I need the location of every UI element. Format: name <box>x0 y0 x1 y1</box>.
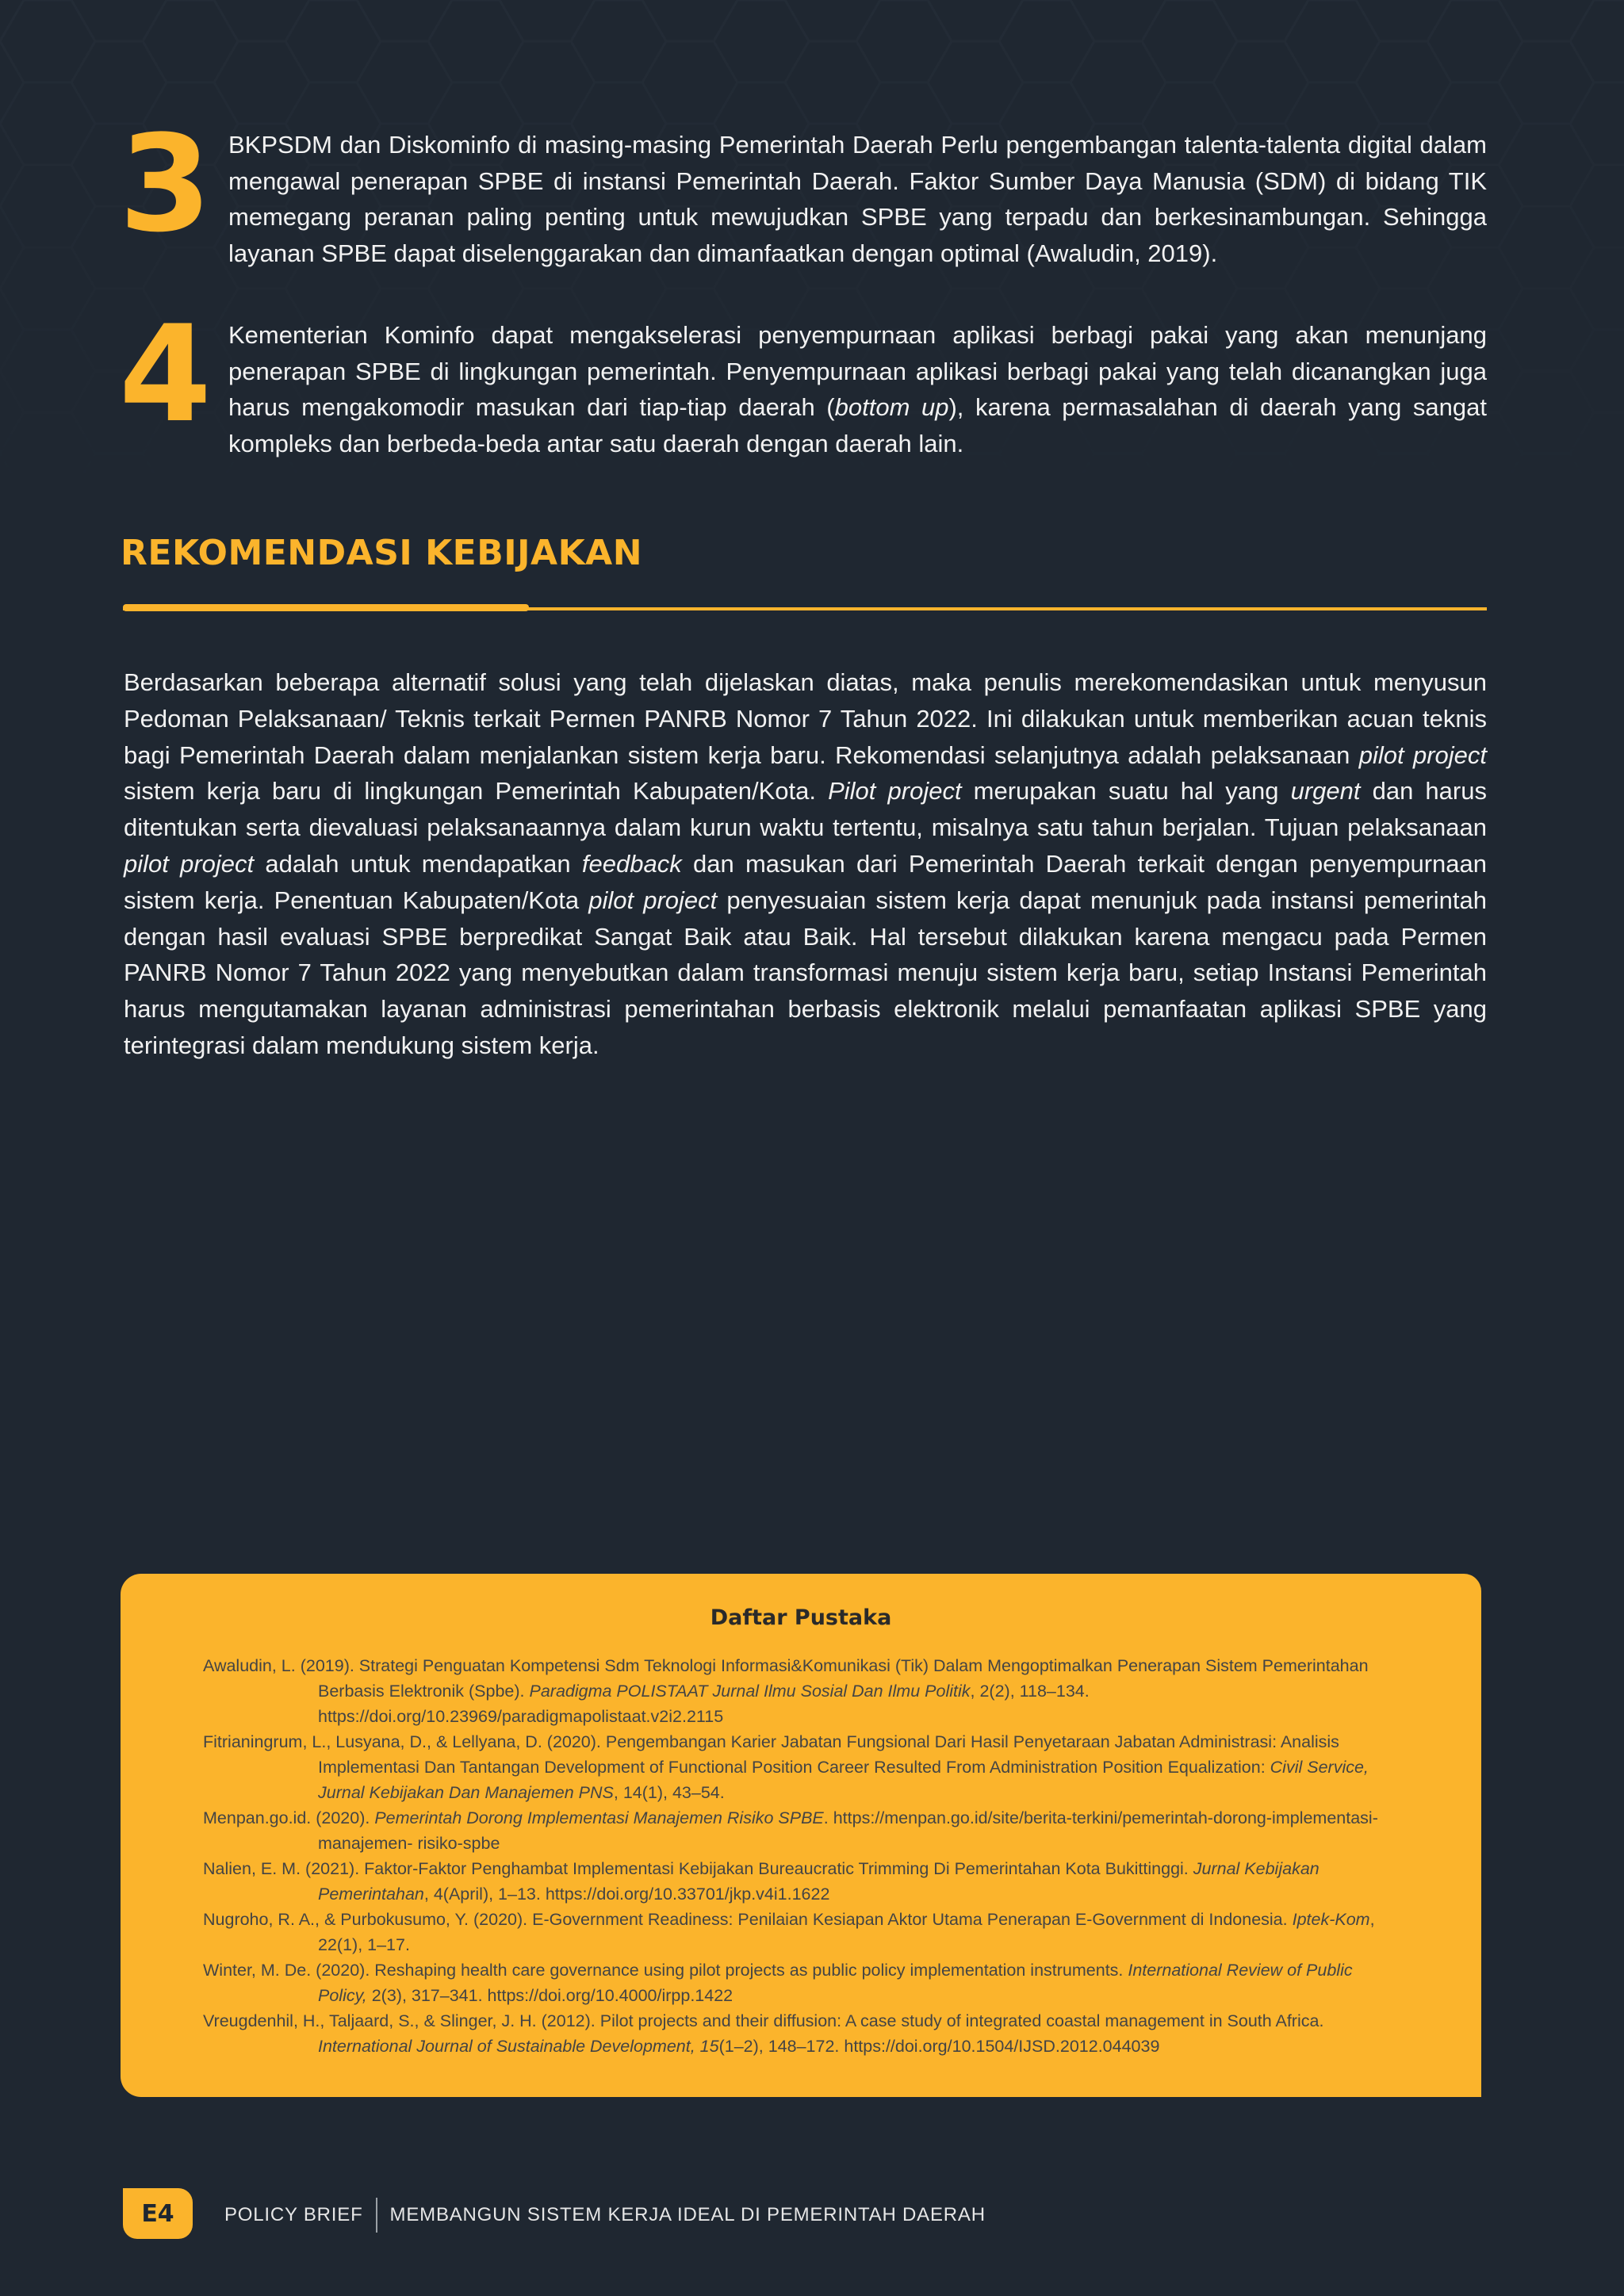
reference-entry: Awaludin, L. (2019). Strategi Penguatan Kompetensi Sdm Teknologi Informasi&Komunikasi (Tik) Dalam Mengoptimalkan Penerapan Sistem Pemerintahan Berbasis Elektronik (Spbe). Paradigma POLISTAAT Jurnal Ilmu Sosial Dan Ilmu Politik, 2(2), 118–134. https://doi.org/10.23969/paradigmapolistaat.v2i2.2115 <box>203 1656 1369 1726</box>
footer-publication: POLICY BRIEF <box>224 2204 363 2225</box>
footer <box>224 2198 986 2233</box>
footer-separator <box>376 2198 377 2233</box>
references-box <box>121 1574 1481 2097</box>
reference-entry: Vreugdenhil, H., Taljaard, S., & Slinger, J. H. (2012). Pilot projects and their diffusion: A case study of integrated coastal management in South Africa. International Journal of Sustainable Development, 15(1–2), 148–172. https://doi.org/10.1504/IJSD.2012.044039 <box>203 2011 1324 2056</box>
item-number: 3 <box>119 106 212 262</box>
reference-entry: Fitrianingrum, L., Lusyana, D., & Lellyana, D. (2020). Pengembangan Karier Jabatan Fungsional Dari Hasil Penyetaraan Jabatan Administrasi: Analisis Implementasi Dan Tantangan Development of Functional Position Career Resulted From Administration Position Equalization: Civil Service, Jurnal Kebijakan Dan Manajemen PNS, 14(1), 43–54. <box>203 1732 1369 1802</box>
reference-entry: Nugroho, R. A., & Purbokusumo, Y. (2020). E-Government Readiness: Penilaian Kesiapan Aktor Utama Penerapan E-Government di Indonesia. Iptek-Kom, 22(1), 1–17. <box>203 1910 1375 1954</box>
reference-entry: Nalien, E. M. (2021). Faktor-Faktor Penghambat Implementasi Kebijakan Bureaucratic Trimming Di Pemerintahan Kota Bukittinggi. Jurnal Kebijakan Pemerintahan, 4(April), 1–13. https://doi.org/10.33701/jkp.v4i1.1622 <box>203 1859 1320 1904</box>
section-title: REKOMENDASI KEBIJAKAN <box>121 533 643 573</box>
text-italic: bottom up <box>834 393 949 421</box>
item-number: 4 <box>119 297 212 452</box>
hexagon-pattern-background <box>0 0 1624 555</box>
page-number-badge: E4 <box>123 2188 193 2239</box>
recommendation-item-3 <box>119 106 1487 271</box>
references-list <box>203 1653 1392 2059</box>
recommendation-item-4 <box>119 297 1487 461</box>
footer-document-title: MEMBANGUN SISTEM KERJA IDEAL DI PEMERINTAH DAERAH <box>389 2204 986 2225</box>
reference-entry: Winter, M. De. (2020). Reshaping health care governance using pilot projects as public policy implementation instruments. International Review of Public Policy, 2(3), 317–341. https://doi.org/10.4000/irpp.1422 <box>203 1961 1353 2005</box>
text-segment: Kementerian Kominfo dapat mengakselerasi penyempurnaan aplikasi berbagi pakai yang akan menunjang penerapan SPBE di lingkungan pemerintah. Penyempurnaan aplikasi berbagi pakai yang telah dicanangkan juga harus mengakomodir masukan dari tiap-tiap daerah ( <box>228 321 1487 421</box>
recommendation-paragraph: Berdasarkan beberapa alternatif solusi yang telah dijelaskan diatas, maka penulis merekomendasikan untuk menyusun Pedoman Pelaksanaan/ Teknis terkait Permen PANRB Nomor 7 Tahun 2022. Ini dilakukan untuk memberikan acuan teknis bagi Pemerintah Daerah dalam menjalankan sistem kerja baru. Rekomendasi selanjutnya adalah pelaksanaan pilot project sistem kerja baru di lingkungan Pemerintah Kabupaten/Kota. Pilot project merupakan suatu hal yang urgent dan harus ditentukan serta dievaluasi pelaksanaannya dalam kurun waktu tertentu, misalnya satu tahun berjalan. Tujuan pelaksanaan pilot project adalah untuk mendapatkan feedback dan masukan dari Pemerintah Daerah terkait dengan penyempurnaan sistem kerja. Penentuan Kabupaten/Kota pilot project penyesuaian sistem kerja dapat menunjuk pada instansi pemerintah dengan hasil evaluasi SPBE berpredikat Sangat Baik atau Baik. Hal tersebut dilakukan karena mengacu pada Permen PANRB Nomor 7 Tahun 2022 yang menyebutkan dalam transformasi menuju sistem kerja baru, setiap Instansi Pemerintah harus mengutamakan layanan administrasi pemerintahan berbasis elektronik melalui pemanfaatan aplikasi SPBE yang terintegrasi dalam mendukung sistem kerja. <box>124 668 1488 1059</box>
references-title: Daftar Pustaka <box>710 1605 892 1630</box>
item-text: BKPSDM dan Diskominfo di masing-masing Pemerintah Daerah Perlu pengembangan talenta-talenta digital dalam mengawal penerapan SPBE di instansi Pemerintah Daerah. Faktor Sumber Daya Manusia (SDM) di bidang TIK memegang peranan paling penting untuk mewujudkan SPBE yang terpadu dan berkesinambungan. Sehingga layanan SPBE dapat diselenggarakan dan dimanfaatkan dengan optimal (Awaludin, 2019). <box>228 131 1487 267</box>
item-text <box>228 317 1487 461</box>
reference-entry: Menpan.go.id. (2020). Pemerintah Dorong Implementasi Manajemen Risiko SPBE. https://menpan.go.id/site/berita-terkini/pemerintah-dorong-implementasi-manajemen- risiko-spbe <box>203 1808 1378 1853</box>
text-segment: ), karena permasalahan di daerah yang sangat kompleks dan berbeda-beda antar satu daerah dengan daerah lain. <box>228 393 1487 457</box>
section-divider-accent <box>123 604 529 611</box>
